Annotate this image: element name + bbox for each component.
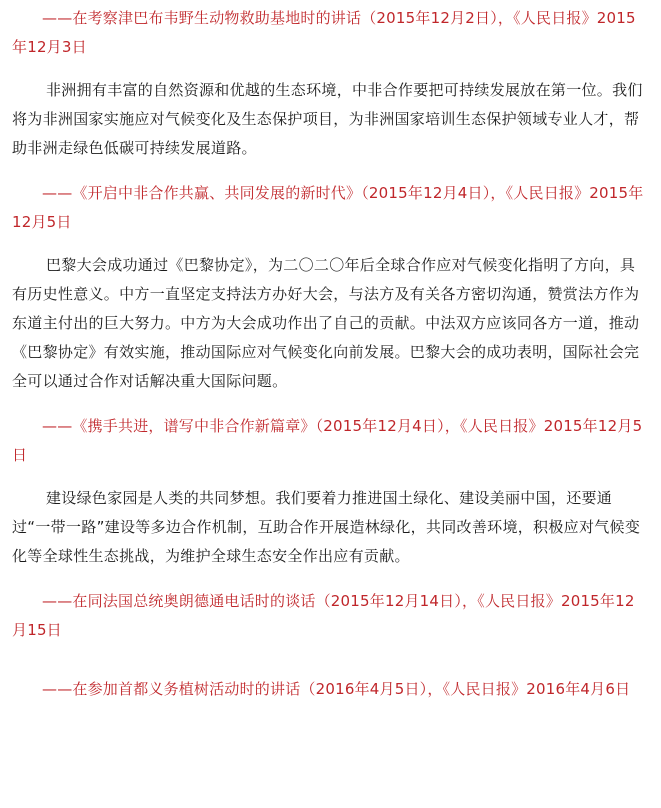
source-citation: ——《开启中非合作共赢、共同发展的新时代》（2015年12月4日），《人民日报》2015年12月5日: [12, 184, 644, 231]
source-citation: ——《携手共进，谱写中非合作新篇章》（2015年12月4日），《人民日报》2015年12月5日: [12, 417, 643, 464]
source-citation: ——在参加首都义务植树活动时的讲话（2016年4月5日），《人民日报》2016年4月6日: [42, 680, 631, 698]
quote-paragraph: 非洲拥有丰富的自然资源和优越的生态环境，中非合作要把可持续发展放在第一位。我们将为非洲国家实施应对气候变化及生态保护项目，为非洲国家培训生态保护领域专业人才，帮助非洲走绿色低碳可持续发展道路。: [12, 81, 643, 157]
quote-paragraph: 巴黎大会成功通过《巴黎协定》，为二〇二〇年后全球合作应对气候变化指明了方向，具有历史性意义。中方一直坚定支持法方办好大会，与法方及有关各方密切沟通，赞赏法方作为东道主付出的巨大努力。中方为大会成功作出了自己的贡献。中法双方应该同各方一道，推动《巴黎协定》有效实施，推动国际应对气候变化向前发展。巴黎大会的成功表明，国际社会完全可以通过合作对话解决重大国际问题。: [12, 256, 640, 390]
quote-paragraph: 建设绿色家园是人类的共同梦想。我们要着力推进国土绿化、建设美丽中国，还要通过“一带一路”建设等多边合作机制，互助合作开展造林绿化，共同改善环境，积极应对气候变化等全球性生态挑战，为维护全球生态安全作出应有贡献。: [12, 489, 641, 565]
source-citation: ——在同法国总统奥朗德通电话时的谈话（2015年12月14日），《人民日报》2015年12月15日: [12, 592, 635, 639]
source-citation: ——在考察津巴布韦野生动物救助基地时的讲话（2015年12月2日），《人民日报》2015年12月3日: [12, 9, 636, 56]
